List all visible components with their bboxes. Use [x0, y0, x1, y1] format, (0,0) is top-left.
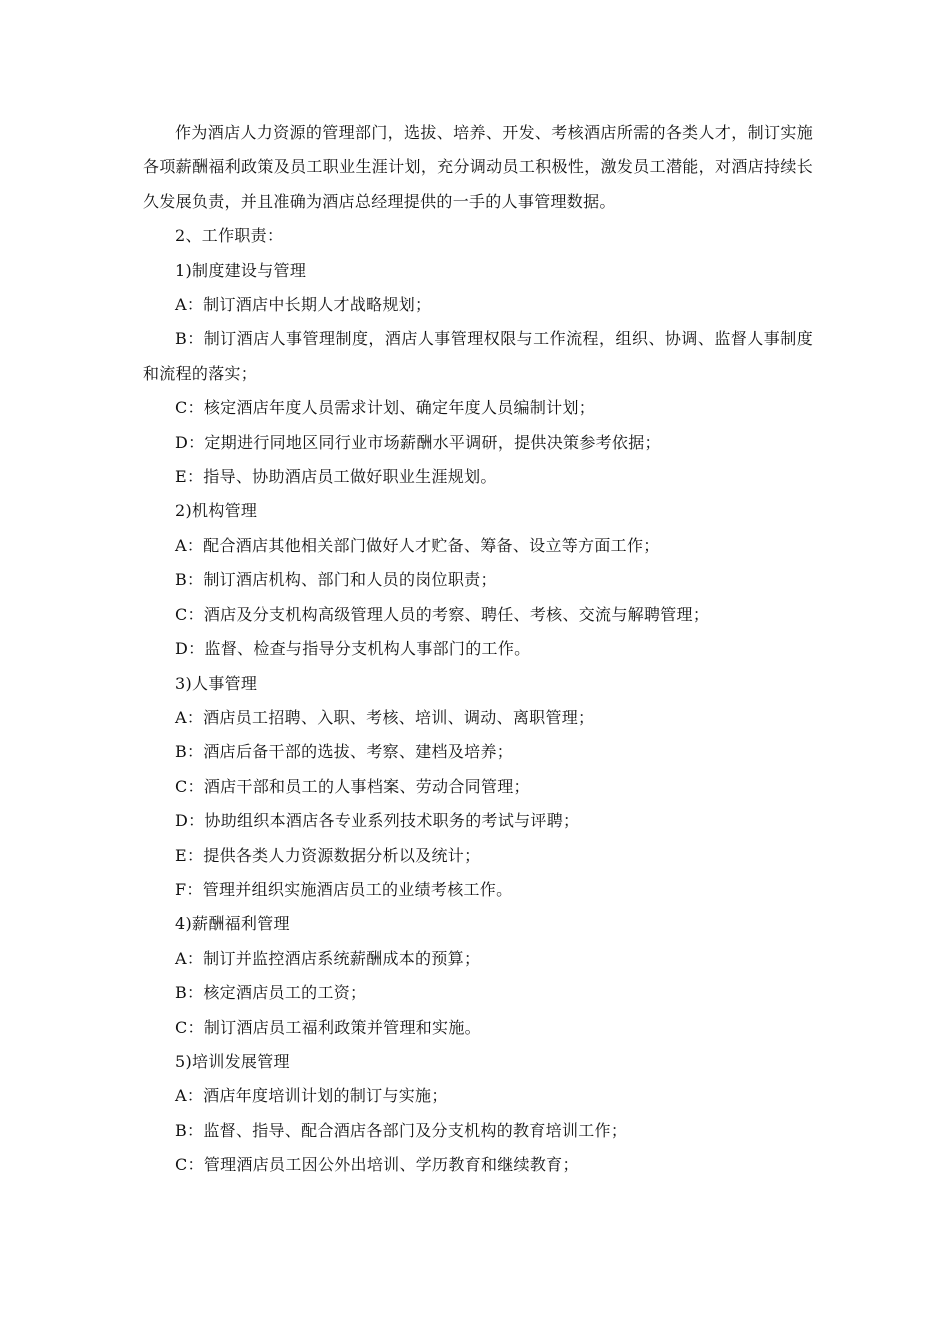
subsection-heading: 3)人事管理 [175, 673, 258, 693]
list-item: C：酒店及分支机构高级管理人员的考察、聘任、考核、交流与解聘管理； [175, 604, 710, 624]
list-item: C：酒店干部和员工的人事档案、劳动合同管理； [175, 776, 530, 796]
list-item: A：配合酒店其他相关部门做好人才贮备、筹备、设立等方面工作； [175, 535, 660, 555]
intro-paragraph: 作为酒店人力资源的管理部门，选拔、培养、开发、考核酒店所需的各类人才，制订实施各项薪酬福利政策及员工职业生涯计划，充分调动员工积极性，激发员工潜能，对酒店持续长久发展负责，并且准确为酒店总经理提供的一手的人事管理数据。 [143, 123, 813, 211]
list-item: A：酒店员工招聘、入职、考核、培训、调动、离职管理； [175, 707, 595, 727]
list-item: C：核定酒店年度人员需求计划、确定年度人员编制计划； [175, 398, 596, 418]
list-item: D：协助组织本酒店各专业系列技术职务的考试与评聘； [175, 811, 580, 831]
subsection-heading: 5)培训发展管理 [175, 1051, 290, 1071]
list-item: F：管理并组织实施酒店员工的业绩考核工作。 [175, 879, 513, 899]
document-body [143, 116, 813, 1183]
list-item: A：制订并监控酒店系统薪酬成本的预算； [175, 948, 481, 968]
list-item: E：指导、协助酒店员工做好职业生涯规划。 [175, 467, 497, 487]
subsection-heading: 4)薪酬福利管理 [175, 914, 290, 934]
list-item: B：监督、指导、配合酒店各部门及分支机构的教育培训工作； [175, 1120, 628, 1140]
subsection-heading: 2)机构管理 [175, 501, 258, 521]
list-item: D：监督、检查与指导分支机构人事部门的工作。 [175, 639, 531, 659]
list-item: D：定期进行同地区同行业市场薪酬水平调研，提供决策参考依据； [175, 432, 661, 452]
list-item: A：酒店年度培训计划的制订与实施； [175, 1086, 448, 1106]
section-heading-duties: 2、工作职责： [175, 226, 284, 246]
list-item: C：管理酒店员工因公外出培训、学历教育和继续教育； [175, 1155, 579, 1175]
list-item: C：制订酒店员工福利政策并管理和实施。 [175, 1017, 481, 1037]
list-item: A：制订酒店中长期人才战略规划； [175, 295, 432, 315]
subsection-heading: 1)制度建设与管理 [175, 260, 307, 280]
list-item: B：酒店后备干部的选拔、考察、建档及培养； [175, 742, 514, 762]
list-item: E：提供各类人力资源数据分析以及统计； [175, 845, 481, 865]
list-item: B：制订酒店机构、部门和人员的岗位职责； [175, 570, 497, 590]
list-item: B：核定酒店员工的工资； [175, 983, 367, 1003]
list-item: B：制订酒店人事管理制度，酒店人事管理权限与工作流程，组织、协调、监督人事制度和流程的落实； [143, 329, 813, 383]
